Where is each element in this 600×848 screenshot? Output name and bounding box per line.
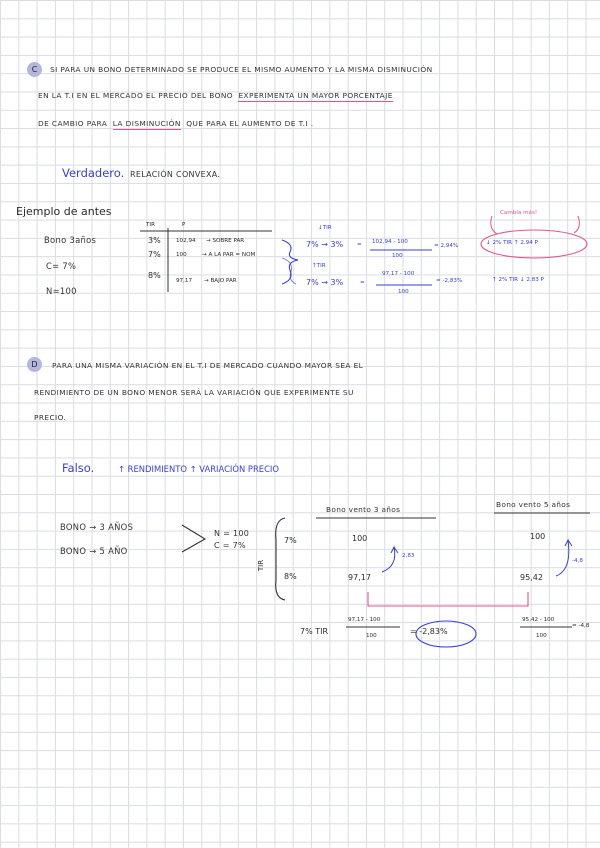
example-title: Ejemplo de antes bbox=[16, 205, 112, 218]
calc2-numerator: 97,17 - 100 bbox=[382, 271, 415, 277]
section-d-line3: PRECIO. bbox=[34, 413, 67, 422]
bond-label: Bono 3años bbox=[44, 235, 97, 245]
table-row-tir: 8% bbox=[148, 271, 161, 280]
section-d-answer-note: ↑ RENDIMIENTO ↑ VARIACIÓN PRECIO bbox=[118, 464, 279, 474]
table-row-p: 100 bbox=[176, 252, 187, 258]
table-head-tir: TIR bbox=[146, 222, 155, 228]
up-tir-label: ↑TIR bbox=[312, 263, 326, 269]
rate2: 8% bbox=[284, 572, 297, 581]
section-c-line3-b: LA DISMINUCIÓN bbox=[112, 119, 181, 128]
calc1-result: = 2,94% bbox=[434, 243, 459, 249]
bond1-label: BONO → 3 AÑOS bbox=[60, 522, 134, 532]
section-c-badge: C bbox=[27, 62, 42, 77]
section-c-line1: SI PARA UN BONO DETERMINADO SE PRODUCE EL MISMO AUMENTO Y LA MISMA DISMINUCIÓN bbox=[50, 65, 433, 74]
calc2-result: = -2,83% bbox=[436, 278, 463, 284]
section-d-answer: Falso. bbox=[62, 461, 95, 475]
table-row-note: → SOBRE PAR bbox=[206, 238, 245, 244]
calc-d2-numerator: 95,42 - 100 bbox=[522, 617, 555, 623]
diff-5y: -4,8 bbox=[572, 558, 583, 564]
section-c-answer: Verdadero. bbox=[62, 166, 125, 180]
diff-3y: 2,83 bbox=[402, 553, 415, 559]
col2-header: Bono vento 5 años bbox=[496, 500, 571, 509]
section-d-badge: D bbox=[27, 357, 42, 372]
nominal-label: N=100 bbox=[46, 286, 77, 296]
value-5y-8: 95,42 bbox=[520, 573, 543, 582]
result1: ↓ 2% TIR ↑ 2,94 P bbox=[486, 240, 538, 246]
section-c-line2 bbox=[38, 92, 393, 99]
value-5y-7: 100 bbox=[530, 532, 546, 541]
calc-d1-denominator: 100 bbox=[366, 633, 377, 639]
calc1-numerator: 102,94 - 100 bbox=[372, 239, 408, 245]
section-c-line3 bbox=[38, 120, 313, 127]
result2: ↑ 2% TIR ↓ 2.83 P bbox=[492, 277, 544, 283]
value-3y-7: 100 bbox=[352, 534, 368, 543]
coupon-d-label: C = 7% bbox=[214, 541, 246, 550]
section-c-line3-a: DE CAMBIO PARA bbox=[38, 119, 108, 128]
section-c-line2-a: EN LA T.I EN EL MERCADO EL PRECIO DEL BONO bbox=[38, 91, 233, 100]
section-d-line1: PARA UNA MISMA VARIACIÓN EN EL T.I DE MERCADO CUANDO MAYOR SEA EL bbox=[52, 361, 364, 370]
calc-d1-numerator: 97,17 - 100 bbox=[348, 617, 381, 623]
value-3y-8: 97,17 bbox=[348, 573, 371, 582]
calc-tir-label: 7% TIR bbox=[300, 627, 329, 636]
table-row-tir: 3% bbox=[148, 236, 161, 245]
section-c-line2-b: EXPERIMENTA UN MAYOR PORCENTAJE bbox=[238, 91, 393, 100]
calc-d2-denominator: 100 bbox=[536, 633, 547, 639]
table-row-note: → BAJO PAR bbox=[204, 278, 237, 284]
table-row-note: → A LA PAR = NOM bbox=[202, 252, 256, 258]
section-c-answer-note: RELACIÓN CONVEXA. bbox=[130, 170, 221, 179]
change-note: Cambia más! bbox=[500, 210, 538, 216]
table-row-p: 97,17 bbox=[176, 278, 193, 284]
calc-d2-result: = -4,8 bbox=[572, 623, 590, 629]
down-tir-label: ↓TIR bbox=[318, 225, 332, 231]
calc-d1-result: = -2,83% bbox=[410, 627, 448, 636]
calc2-range: 7% → 3% bbox=[306, 278, 344, 287]
tir-vertical-label: TIR bbox=[257, 559, 266, 572]
table-head-p: P bbox=[182, 222, 186, 228]
section-d-line2: RENDIMIENTO DE UN BONO MENOR SERÁ LA VARIACIÓN QUE EXPERIMENTE SU bbox=[34, 388, 354, 397]
coupon-label: C= 7% bbox=[46, 261, 77, 271]
calc2-equals: = bbox=[360, 280, 365, 286]
bond2-label: BONO → 5 AÑO bbox=[60, 546, 128, 556]
nominal-d-label: N = 100 bbox=[214, 529, 250, 538]
section-c-line3-c: QUE PARA EL AUMENTO DE T.I . bbox=[186, 119, 314, 128]
calc1-denominator: 100 bbox=[392, 253, 403, 259]
calc1-equals: = bbox=[357, 242, 362, 248]
calc1-range: 7% → 3% bbox=[306, 240, 344, 249]
calc2-denominator: 100 bbox=[398, 289, 409, 295]
rate1: 7% bbox=[284, 536, 297, 545]
table-row-p: 102,94 bbox=[176, 238, 196, 244]
table-row-tir: 7% bbox=[148, 250, 161, 259]
col1-header: Bono vento 3 años bbox=[326, 505, 401, 514]
